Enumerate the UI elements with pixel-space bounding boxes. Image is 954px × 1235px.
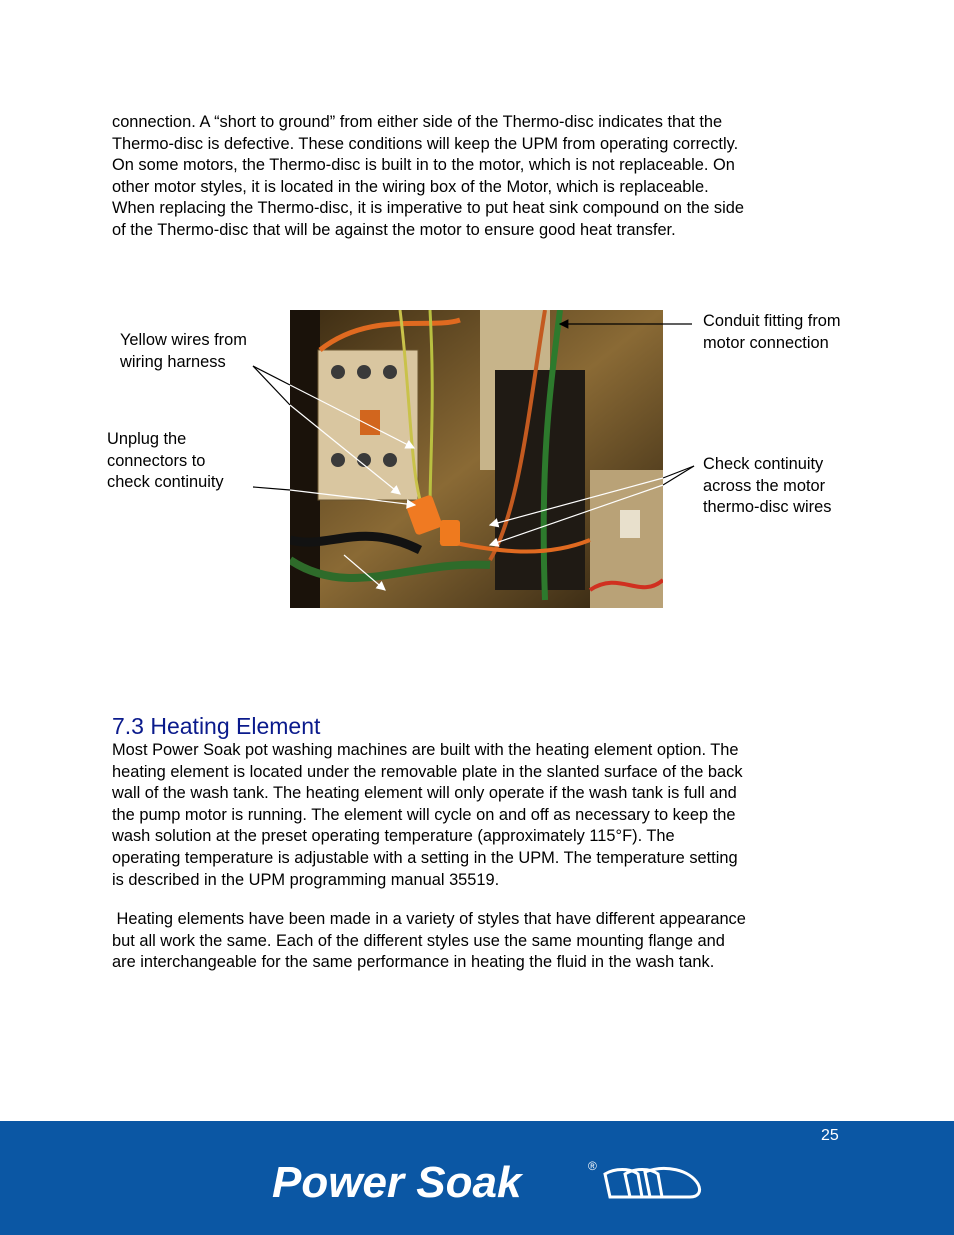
callout-check-continuity: [703, 454, 831, 519]
text-line: When replacing the Thermo-disc, it is imperative to put heat sink compound on the side: [112, 199, 744, 218]
callout-line: thermo-disc wires: [703, 498, 832, 516]
text-line: connection. A “short to ground” from either side of the Thermo-disc indicates that the: [112, 113, 723, 131]
callout-line: Yellow wires from: [120, 331, 247, 349]
callout-line: motor connection: [703, 333, 829, 352]
power-soak-logo: [270, 1150, 710, 1206]
leader-unplug: [253, 487, 290, 490]
text-line: Heating elements have been made in a variety of styles that have different appearance: [112, 910, 746, 928]
text-line: operating temperature is adjustable with a setting in the UPM. The temperature setting: [112, 848, 738, 867]
text-line: are interchangeable for the same performance in heating the fluid in the wash tank.: [112, 953, 715, 972]
callout-line: Unplug the: [107, 430, 187, 448]
callout-line: across the motor: [703, 476, 826, 495]
callout-conduit-fitting: [703, 311, 841, 354]
brand-wordmark: Power Soak: [272, 1158, 522, 1206]
registered-mark: ®: [588, 1159, 597, 1173]
callout-line: check continuity: [107, 473, 224, 491]
text-line: heating element is located under the removable plate in the slanted surface of the back: [112, 762, 743, 781]
leader-check-1: [663, 466, 694, 478]
text-line: Most Power Soak pot washing machines are built with the heating element option. The: [112, 741, 739, 759]
leader-yellow-1: [253, 366, 290, 385]
text-line: wash solution at the preset operating temperature (approximately 115°F). The: [112, 827, 675, 846]
text-line: the pump motor is running. The element will cycle on and off as necessary to keep the: [112, 805, 736, 824]
callout-line: Conduit fitting from: [703, 312, 841, 330]
text-line: Thermo-disc is defective. These conditions will keep the UPM from operating correctly.: [112, 134, 739, 153]
callout-unplug-connectors: [107, 429, 224, 494]
callout-yellow-wires: [120, 330, 247, 373]
text-line: wall of the wash tank. The heating element will only operate if the wash tank is full and: [112, 784, 737, 803]
wiring-photo-illustration: [290, 310, 663, 608]
callout-line: wiring harness: [120, 352, 226, 371]
page-number: 25: [821, 1127, 839, 1144]
leader-yellow-2: [253, 366, 290, 405]
wiring-box-photo: [290, 310, 663, 608]
callout-line: Check continuity: [703, 455, 824, 473]
brand-swoosh-icon: [605, 1168, 700, 1197]
heating-paragraph-2: [112, 909, 852, 974]
intro-paragraph: [112, 112, 852, 242]
text-line: is described in the UPM programming manual 35519.: [112, 870, 500, 889]
section-heading: 7.3 Heating Element: [112, 713, 321, 739]
callout-line: connectors to: [107, 451, 206, 470]
text-line: On some motors, the Thermo-disc is built in to the motor, which is not replaceable. On: [112, 156, 735, 175]
text-line: of the Thermo-disc that will be against the motor to ensure good heat transfer.: [112, 220, 676, 239]
leader-check-2: [663, 466, 694, 485]
text-line: other motor styles, it is located in the wiring box of the Motor, which is replaceable.: [112, 177, 709, 196]
heating-paragraph-1: [112, 740, 852, 891]
text-line: but all work the same. Each of the different styles use the same mounting flange and: [112, 931, 725, 950]
